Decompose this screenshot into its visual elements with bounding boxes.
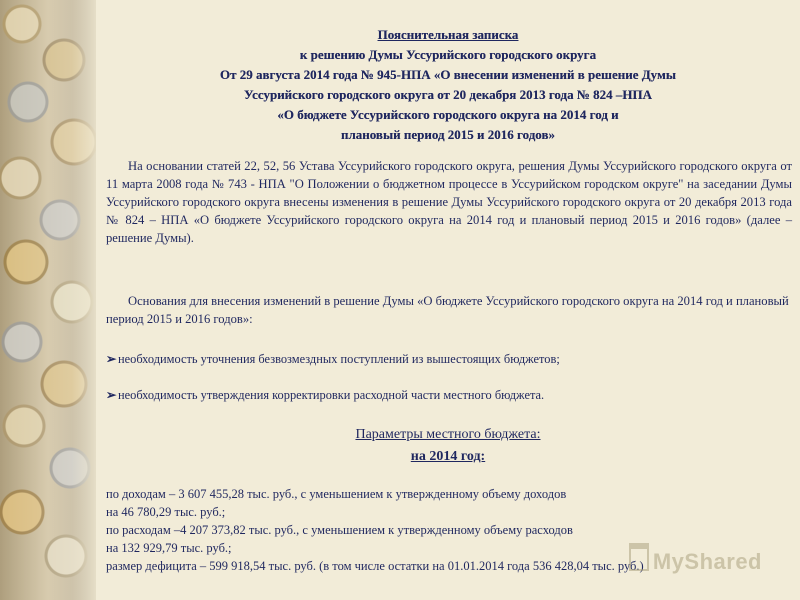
- parameters-year: на 2014 год:: [410, 449, 486, 464]
- title-line-5: «О бюджете Уссурийского городского округа на 2014 год и: [277, 107, 619, 122]
- title-line-1: Пояснительная записка: [377, 27, 519, 42]
- income-line: по доходам – 3 607 455,28 тыс. руб., с уменьшением к утвержденному объему доходов: [106, 487, 567, 501]
- budget-parameters-heading: [96, 424, 800, 468]
- intro-section: [106, 157, 792, 247]
- expense-line: по расходам –4 207 373,82 тыс. руб., с уменьшением к утвержденному объему расходов: [106, 523, 573, 537]
- reasons-section: [106, 292, 792, 328]
- deficit-line: размер дефицита – 599 918,54 тыс. руб. (в том числе остатки на 01.01.2014 года 536 428,04 тыс. руб.): [106, 559, 644, 573]
- bullet-text-1: необходимость уточнения безвозмездных поступлений из вышестоящих бюджетов;: [118, 352, 560, 366]
- document-title: [96, 25, 800, 145]
- title-line-4: Уссурийского городского округа от 20 декабря 2013 года № 824 –НПА: [243, 87, 653, 102]
- slideshow-icon: [629, 543, 649, 571]
- arrow-bullet-icon: ➢: [106, 352, 117, 366]
- watermark-text: MyShared: [652, 549, 762, 574]
- bullet-text-2: необходимость утверждения корректировки расходной части местного бюджета.: [118, 388, 545, 402]
- title-line-3: От 29 августа 2014 года № 945-НПА «О внесении изменений в решение Думы: [219, 67, 677, 82]
- intro-paragraph: На основании статей 22, 52, 56 Устава Уссурийского городского округа, решения Думы Уссурийского городского округа от 11 марта 2008 года № 743 - НПА "О Положении о бюджетном процессе в Уссурийском городском округе" на заседании Думы Уссурийского городского округа внесены изменения в решение Думы Уссурийского городского округа от 20 декабря 2013 года № 824 – НПА «О бюджете Уссурийского городского округа на 2014 год и плановый период 2015 и 2016 годов» (далее – решение Думы).: [106, 159, 792, 245]
- income-decrease-line: на 46 780,29 тыс. руб.;: [106, 505, 226, 519]
- parameters-title: Параметры местного бюджета:: [355, 427, 541, 442]
- title-line-6: плановый период 2015 и 2016 годов»: [340, 127, 555, 142]
- watermark: [629, 543, 762, 575]
- bullet-item-2: [106, 386, 792, 404]
- document-page: [96, 0, 800, 600]
- arrow-bullet-icon: ➢: [106, 388, 117, 402]
- coin-border: [0, 0, 96, 600]
- expense-decrease-line: на 132 929,79 тыс. руб.;: [106, 541, 232, 555]
- reasons-paragraph: Основания для внесения изменений в решение Думы «О бюджете Уссурийского городского округа на 2014 год и плановый период 2015 и 2016 годов»:: [106, 294, 789, 326]
- bullet-item-1: [106, 350, 792, 368]
- title-line-2: к решению Думы Уссурийского городского округа: [299, 47, 597, 62]
